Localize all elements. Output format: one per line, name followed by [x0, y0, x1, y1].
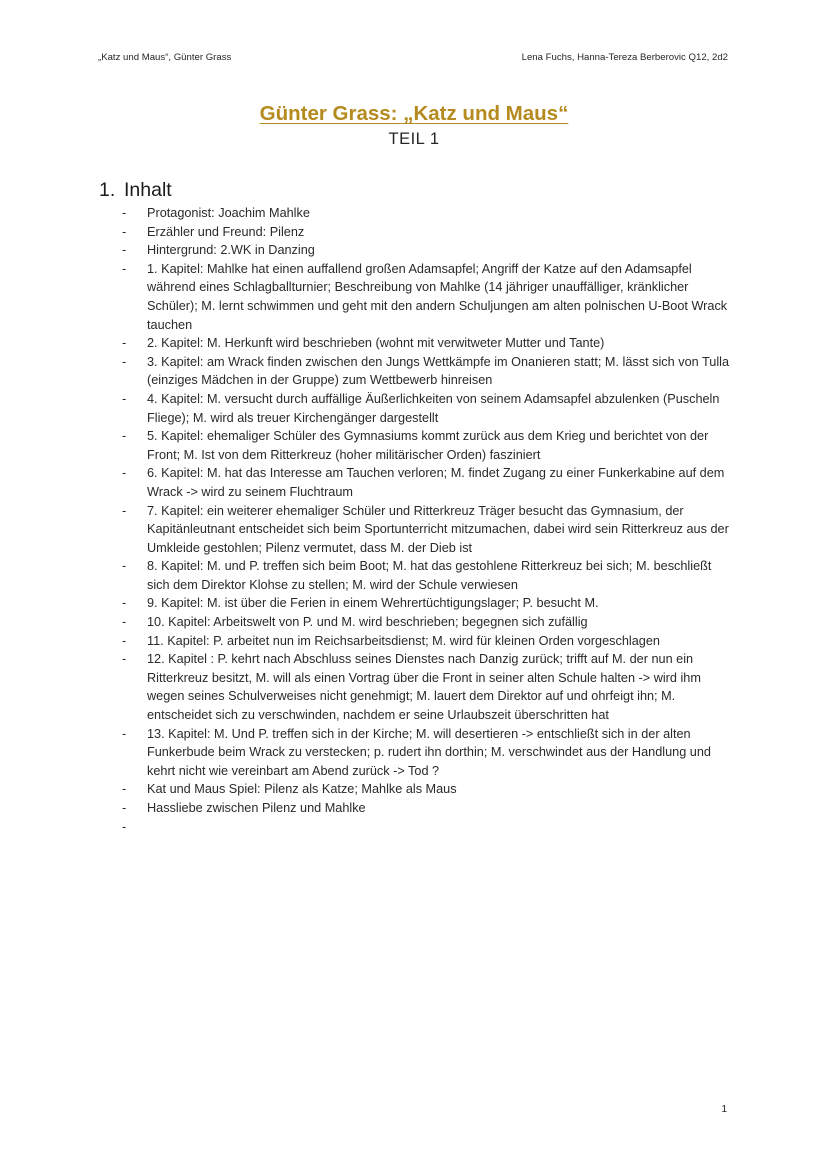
- list-item: [122, 632, 734, 651]
- list-item-text: 10. Kapitel: Arbeitswelt von P. und M. wird beschrieben; begegnen sich zufällig: [147, 615, 588, 630]
- list-bullet: -: [122, 652, 127, 667]
- list-bullet: -: [122, 206, 127, 220]
- list-bullet: -: [122, 559, 127, 574]
- list-bullet: -: [122, 224, 127, 239]
- list-item-text: 11. Kapitel: P. arbeitet nun im Reichsarbeitsdienst; M. wird für kleinen Orden vorgeschlagen: [147, 633, 660, 648]
- list-item: [122, 799, 734, 818]
- list-item: [122, 464, 734, 501]
- list-item-text: 6. Kapitel: M. hat das Interesse am Tauchen verloren; M. findet Zugang zu einer Funkerkabine auf dem Wrack -> wird zu seinem Fluchtraum: [147, 466, 725, 499]
- list-bullet: -: [122, 782, 127, 797]
- list-bullet: -: [122, 633, 127, 648]
- list-item-text: 1. Kapitel: Mahlke hat einen auffallend großen Adamsapfel; Angriff der Katze auf den Adamsapfel während eines Schlagballturnier; Beschreibung von Mahlke (14 jähriger unauffälliger, kränklicher Schüler); M. lernt schwimmen und geht mit den andern Schuljungen am alten polnischen U-Boot Wrack tauchen: [147, 261, 728, 332]
- content-list: [122, 204, 734, 834]
- list-item: [122, 650, 734, 724]
- section-number: 1.: [99, 179, 116, 201]
- list-item: [122, 780, 734, 799]
- list-item: [122, 334, 734, 353]
- list-item-text: Erzähler und Freund: Pilenz: [147, 224, 305, 239]
- list-item: [122, 725, 734, 781]
- list-item-text: 5. Kapitel: ehemaliger Schüler des Gymnasiums kommt zurück aus dem Krieg und berichtet von der Front; M. Ist von dem Ritterkreuz (hoher militärischer Orden) fasziniert: [147, 429, 709, 462]
- document-subtitle: TEIL 1: [388, 130, 440, 148]
- list-item-text: 2. Kapitel: M. Herkunft wird beschrieben (wohnt mit verwitweter Mutter und Tante): [147, 336, 605, 351]
- list-bullet: -: [122, 243, 127, 258]
- list-item-text: 3. Kapitel: am Wrack finden zwischen den Jungs Wettkämpfe im Onanieren statt; M. lässt sich von Tulla (einziges Mädchen in der Gruppe) zum Wettbewerb hinreisen: [147, 354, 730, 388]
- list-item: [122, 502, 734, 558]
- list-item: [122, 594, 734, 613]
- list-bullet: -: [122, 429, 127, 444]
- list-item-text: 8. Kapitel: M. und P. treffen sich beim Boot; M. hat das gestohlene Ritterkreuz bei sich; M. beschließt sich dem Direktor Klohse zu stellen; M. wird der Schule verwiesen: [147, 559, 712, 592]
- list-item: [122, 557, 734, 594]
- list-bullet: -: [122, 615, 127, 630]
- page-number: 1: [721, 1104, 727, 1115]
- list-bullet: -: [122, 801, 127, 815]
- list-item: [122, 223, 734, 242]
- list-item: [122, 613, 734, 632]
- list-item: [122, 390, 734, 427]
- page-header: [98, 52, 728, 66]
- document-title: Günter Grass: „Katz und Maus“: [259, 102, 569, 125]
- list-item: [122, 427, 734, 464]
- list-item: [122, 204, 734, 223]
- list-bullet: -: [122, 336, 127, 351]
- list-item-text: 7. Kapitel: ein weiterer ehemaliger Schüler und Ritterkreuz Träger besucht das Gymnasium, der Kapitänleutnant entscheidet sich beim Sportunterricht mitzumachen, dabei wird sein Ritterkreuz aus der Umkleide gestohlen; Pilenz vermutet, dass M. der Dieb ist: [147, 503, 729, 555]
- list-item-text: Kat und Maus Spiel: Pilenz als Katze; Mahlke als Maus: [147, 782, 457, 797]
- list-item-text: Hintergrund: 2.WK in Danzing: [147, 243, 315, 258]
- header-right-text: Lena Fuchs, Hanna-Tereza Berberovic Q12, 2d2: [521, 52, 728, 63]
- list-item: [122, 241, 734, 260]
- section-heading: [99, 179, 172, 202]
- list-bullet: -: [122, 726, 127, 741]
- list-item: [122, 260, 734, 334]
- list-bullet: -: [122, 391, 127, 406]
- list-bullet: -: [122, 503, 127, 518]
- list-item-text: Hassliebe zwischen Pilenz und Mahlke: [147, 801, 366, 815]
- list-item-text: 12. Kapitel : P. kehrt nach Abschluss seines Dienstes nach Danzig zurück; trifft auf M. der nun ein Ritterkreuz besitzt, M. will als einen Vortrag über die Front in seiner alten Schule halten -> wird ihm wegen seines Schulverweises nicht genehmigt; M. lauert dem Direktor auf und ohrfeigt ihn; M. entscheidet sich zu verschwinden, nachdem er seine Urlaubszeit überschritten hat: [147, 652, 701, 723]
- header-left-text: „Katz und Maus“, Günter Grass: [98, 52, 232, 63]
- list-bullet: -: [122, 819, 127, 834]
- list-item-text: 13. Kapitel: M. Und P. treffen sich in der Kirche; M. will desertieren -> entschließt sich in der alten Funkerbude beim Wrack zu verstecken; p. rudert ihn dorthin; M. verschwindet aus der Handlung und kehrt nicht wie vereinbart am Abend zurück -> Tod ?: [147, 726, 711, 778]
- list-item-text: 9. Kapitel: M. ist über die Ferien in einem Wehrertüchtigungslager; P. besucht M.: [147, 596, 599, 611]
- list-item-text: Protagonist: Joachim Mahlke: [147, 206, 310, 220]
- list-item-text: 4. Kapitel: M. versucht durch auffällige Äußerlichkeiten von seinem Adamsapfel abzulenken (Puscheln Fliege); M. wird als treuer Kirchengänger dargestellt: [147, 391, 720, 425]
- list-bullet: -: [122, 261, 127, 276]
- list-bullet: -: [122, 596, 127, 611]
- section-title: Inhalt: [124, 179, 172, 201]
- list-item: [122, 353, 734, 390]
- list-bullet: -: [122, 466, 127, 481]
- list-bullet: -: [122, 354, 127, 369]
